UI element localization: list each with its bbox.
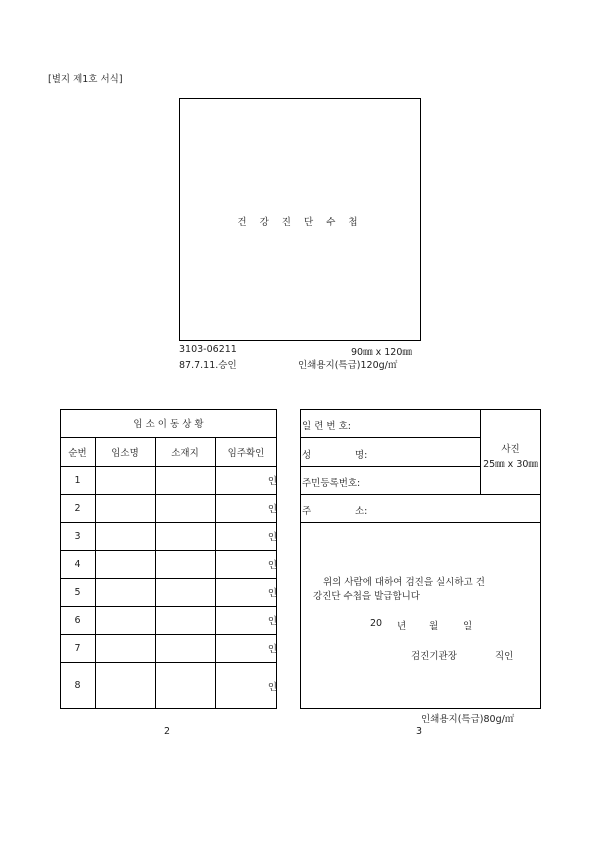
- page-number-right: 3: [416, 726, 423, 737]
- cover-code: 3103-06211: [179, 344, 237, 355]
- divider: [300, 466, 480, 467]
- statement-line-1: 위의 사람에 대하여 검진을 실시하고 건: [323, 577, 485, 588]
- photo-size: 25㎜ x 30㎜: [483, 459, 538, 470]
- form-label: [별지 제1호 서식]: [48, 74, 123, 85]
- date-year: 20: [370, 618, 383, 629]
- cover-approval: 87.7.11.승인: [179, 360, 237, 371]
- seal-mark: 인: [267, 616, 277, 627]
- col-header-workplace: 임소명: [111, 447, 139, 459]
- seal-mark: 인: [267, 476, 277, 487]
- issuer-seal: 직인: [495, 651, 514, 662]
- col-header-confirm: 임주확인: [227, 447, 265, 459]
- seal-mark: 인: [267, 532, 277, 543]
- row-number: 2: [74, 502, 81, 514]
- divider: [480, 494, 541, 495]
- seal-mark: 인: [267, 560, 277, 571]
- row-number: 3: [74, 530, 81, 542]
- issuer-label: 검진기관장: [411, 651, 457, 662]
- name-label-a: 성: [302, 450, 312, 461]
- row-number: 7: [74, 642, 81, 654]
- date-year-unit: 년: [397, 621, 407, 632]
- divider: [300, 494, 480, 495]
- row-number: 4: [74, 558, 81, 570]
- divider: [95, 437, 96, 709]
- divider: [155, 437, 156, 709]
- photo-label: 사진: [501, 444, 520, 455]
- page-number-left: 2: [164, 726, 171, 737]
- row-number: 5: [74, 586, 81, 598]
- statement-line-2: 강진단 수첩을 발급합니다: [313, 591, 420, 602]
- date-day-unit: 일: [463, 621, 473, 632]
- serial-label: 일 련 번 호:: [302, 421, 351, 432]
- divider: [300, 522, 541, 523]
- row-number: 8: [74, 680, 81, 691]
- seal-mark: 인: [267, 504, 277, 515]
- cover-title: 건 강 진 단 수 첩: [237, 217, 363, 228]
- divider: [300, 437, 480, 438]
- row-number: 1: [74, 474, 81, 486]
- right-paper-spec: 인쇄용지(특급)80g/㎡: [421, 714, 515, 725]
- rrn-label: 주민등록번호:: [302, 478, 361, 489]
- col-header-number: 순번: [68, 447, 87, 459]
- col-header-location: 소재지: [171, 447, 199, 459]
- seal-mark: 인: [267, 644, 277, 655]
- address-label-a: 주: [302, 506, 312, 517]
- row-number: 6: [74, 614, 81, 626]
- date-month-unit: 월: [429, 621, 439, 632]
- seal-mark: 인: [267, 681, 277, 693]
- movement-table-title: 임 소 이 동 상 황: [133, 419, 204, 430]
- seal-mark: 인: [267, 588, 277, 599]
- cover-paper: 인쇄용지(특급)120g/㎡: [298, 360, 398, 371]
- name-label-b: 명:: [355, 450, 368, 461]
- address-label-b: 소:: [355, 506, 368, 517]
- cover-size: 90㎜ x 120㎜: [351, 347, 412, 358]
